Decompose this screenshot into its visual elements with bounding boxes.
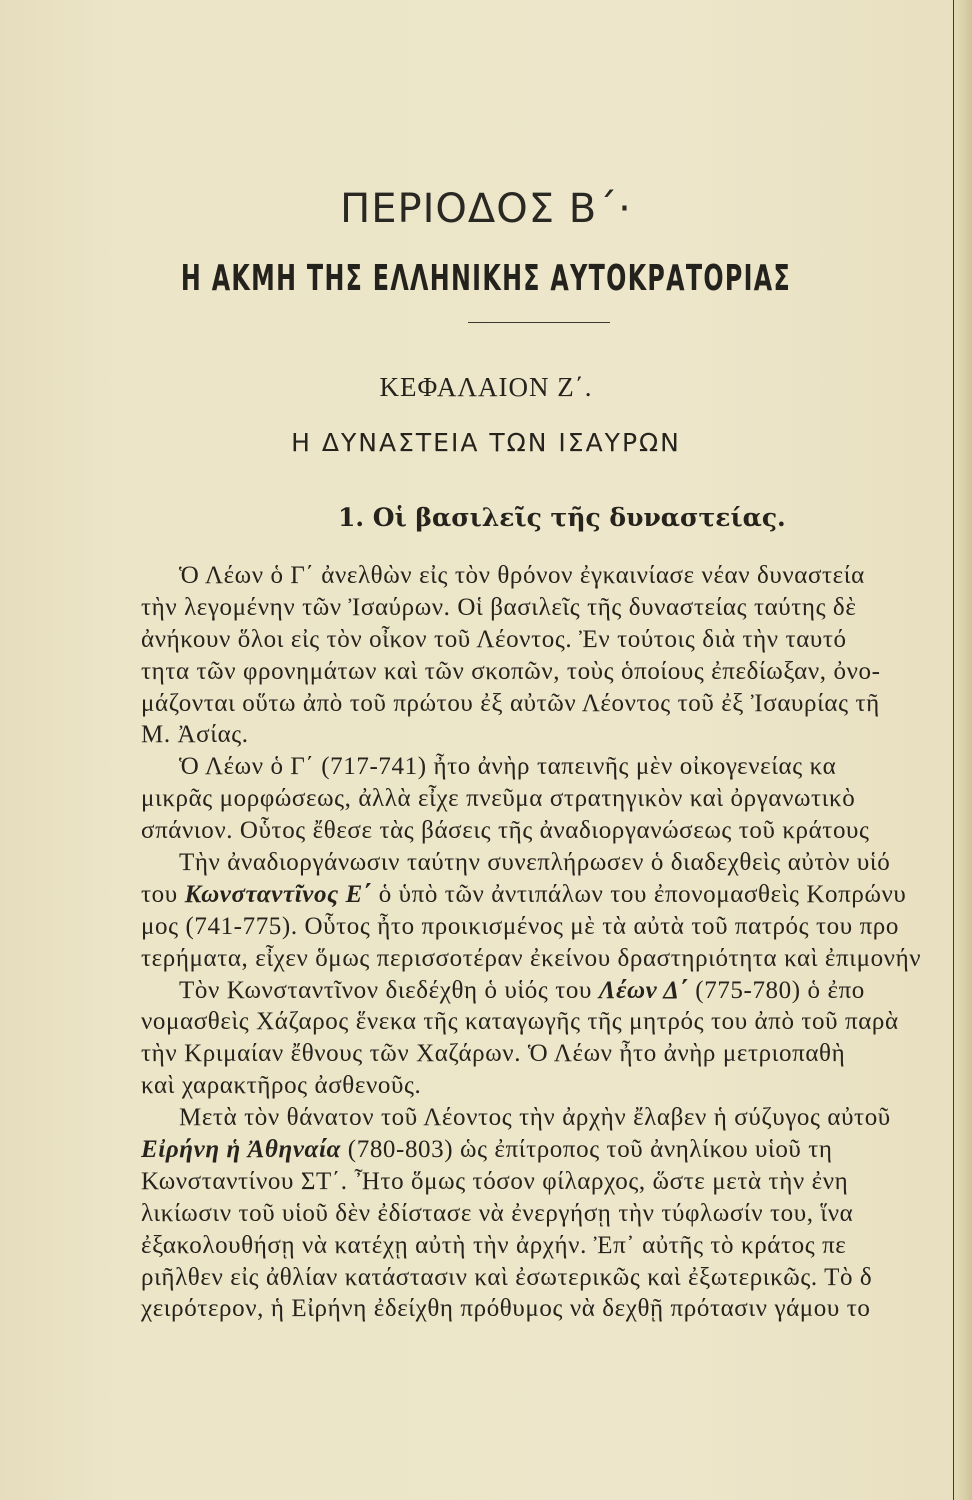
- text-line: μικρᾶς μορφώσεως, ἀλλὰ εἶχε πνεῦμα στρατηγικὸν καὶ ὀργανωτικὸ: [141, 785, 856, 813]
- chapter-title: ΚΕΦΑΛΑΙΟΝ Ζ΄.: [379, 372, 593, 402]
- text-line: Κωνσταντίνου ΣΤ΄. Ἦτο ὅμως τόσον φίλαρχος, ὥστε μετὰ τὴν ἐνη: [141, 1167, 849, 1195]
- text-line: Ὁ Λέων ὁ Γ΄ (717-741) ἦτο ἀνὴρ ταπεινῆς μὲν οἰκογενείας κα: [179, 753, 837, 781]
- divider: [468, 322, 610, 323]
- text-segment: του: [141, 880, 185, 908]
- text-line: μος (741-775). Οὗτος ἦτο προικισμένος μὲ τὰ αὐτὰ τοῦ πατρός του προ: [141, 912, 899, 940]
- text-line: νομασθεὶς Χάζαρος ἕνεκα τῆς καταγωγῆς τῆς μητρός του ἀπὸ τοῦ παρὰ: [141, 1008, 899, 1036]
- text-line: σπάνιον. Οὗτος ἔθεσε τὰς βάσεις τῆς ἀναδιοργανώσεως τοῦ κράτους: [141, 817, 870, 845]
- text-line: τερήματα, εἶχεν ὅμως περισσοτέραν ἐκείνου δραστηριότητα καὶ ἐπιμονήν: [141, 944, 922, 972]
- text-line: [141, 975, 953, 1007]
- text-segment: (780-803) ὡς ἐπίτροπος τοῦ ἀνηλίκου υἱοῦ τη: [340, 1136, 833, 1164]
- text-line: ριῆλθεν εἰς ἀθλίαν κατάστασιν καὶ ἐσωτερικῶς καὶ ἐξωτερικῶς. Τὸ δ: [141, 1263, 873, 1291]
- text-line: [141, 879, 953, 911]
- emphasized-name: Εἰρήνη ἡ Ἀθηναία: [141, 1136, 341, 1164]
- text-segment: ὁ ὑπὸ τῶν ἀντιπάλων του ἐπονομασθεὶς Κοπρώνυ: [371, 880, 907, 908]
- period-title: ΠΕΡΙΟΔΟΣ Β΄·: [340, 186, 632, 232]
- text-line: καὶ χαρακτῆρος ἀσθενοῦς.: [141, 1072, 422, 1100]
- text-line: λικίωσιν τοῦ υἱοῦ δὲν ἐδίστασε νὰ ἐνεργήσῃ τὴν τύφλωσίν του, ἵνα: [141, 1199, 854, 1227]
- text-line: ἐξακολουθήσῃ νὰ κατέχῃ αὐτὴ τὴν ἀρχήν. Ἐπ᾽ αὐτῆς τὸ κράτος πε: [141, 1231, 847, 1259]
- text-segment: Τὸν Κωνσταντῖνον διεδέχθη ὁ υἱός του: [179, 976, 599, 1004]
- text-line: Μ. Ἀσίας.: [141, 721, 249, 749]
- section-title: 1. Οἱ βασιλεῖς τῆς δυναστείας.: [338, 503, 786, 532]
- text-line: χειρότερον, ἡ Εἰρήνη ἐδείχθη πρόθυμος νὰ δεχθῇ πρότασιν γάμου το: [141, 1295, 871, 1323]
- text-line: μάζονται οὕτω ἀπὸ τοῦ πρώτου ἐξ αὐτῶν Λέοντος τοῦ ἐξ Ἰσαυρίας τῆ: [141, 689, 880, 717]
- text-line: Τὴν ἀναδιοργάνωσιν ταύτην συνεπλήρωσεν ὁ διαδεχθεὶς αὐτὸν υἱό: [179, 849, 891, 877]
- emphasized-name: Κωνσταντῖνος Ε΄: [184, 880, 372, 908]
- text-line: τὴν Κριμαίαν ἔθνους τῶν Χαζάρων. Ὁ Λέων ἦτο ἀνὴρ μετριοπαθὴ: [141, 1040, 846, 1068]
- text-line: τὴν λεγομένην τῶν Ἰσαύρων. Οἱ βασιλεῖς τῆς δυναστείας ταύτης δὲ: [141, 593, 857, 621]
- text-line: Μετὰ τὸν θάνατον τοῦ Λέοντος τὴν ἀρχὴν ἔλαβεν ἡ σύζυγος αὐτοῦ: [179, 1104, 891, 1132]
- text-line: [141, 1134, 953, 1166]
- text-line: τητα τῶν φρονημάτων καὶ τῶν σκοπῶν, τοὺς ὁποίους ἐπεδίωξαν, ὀνο-: [141, 657, 881, 685]
- body-text: [141, 560, 953, 1325]
- text-line: Ὁ Λέων ὁ Γ΄ ἀνελθὼν εἰς τὸν θρόνον ἐγκαινίασε νέαν δυναστεία: [179, 562, 865, 589]
- main-heading: Η ΑΚΜΗ ΤΗΣ ΕΛΛΗΝΙΚΗΣ ΑΥΤΟΚΡΑΤΟΡΙΑΣ: [180, 258, 792, 299]
- text-line: ἀνήκουν ὅλοι εἰς τὸν οἶκον τοῦ Λέοντος. Ἐν τούτοις διὰ τὴν ταυτό: [141, 625, 847, 653]
- emphasized-name: Λέων Δ΄: [598, 976, 689, 1004]
- dynasty-title: Η ΔΥΝΑΣΤΕΙΑ ΤΩΝ ΙΣΑΥΡΩΝ: [291, 428, 681, 457]
- text-segment: (775-780) ὁ ἐπο: [688, 976, 865, 1004]
